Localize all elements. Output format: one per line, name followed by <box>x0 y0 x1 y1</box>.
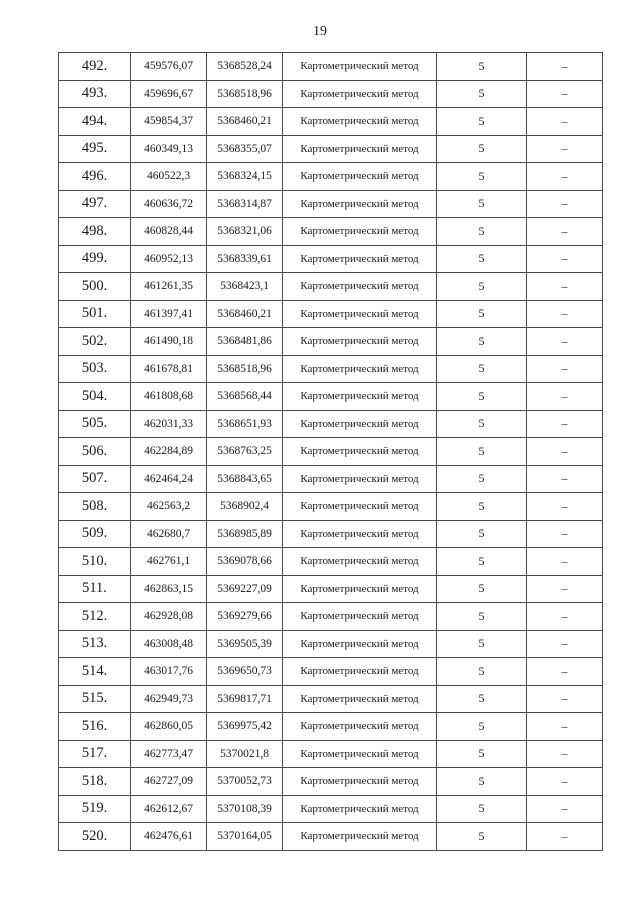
accuracy-cell: 5 <box>437 355 527 383</box>
method-cell: Картометрический метод <box>283 520 437 548</box>
note-cell: – <box>527 823 603 851</box>
y-coordinate-cell: 5368528,24 <box>207 53 283 81</box>
note-cell: – <box>527 190 603 218</box>
point-number-cell: 499. <box>59 245 131 273</box>
x-coordinate-cell: 462863,15 <box>131 575 207 603</box>
accuracy-cell: 5 <box>437 658 527 686</box>
y-coordinate-cell: 5368423,1 <box>207 273 283 301</box>
point-number-cell: 495. <box>59 135 131 163</box>
y-coordinate-cell: 5370021,8 <box>207 740 283 768</box>
y-coordinate-cell: 5370164,05 <box>207 823 283 851</box>
table-row <box>59 410 603 438</box>
table-body <box>59 53 603 851</box>
accuracy-cell: 5 <box>437 163 527 191</box>
note-cell: – <box>527 520 603 548</box>
table-row <box>59 328 603 356</box>
note-cell: – <box>527 355 603 383</box>
x-coordinate-cell: 461490,18 <box>131 328 207 356</box>
y-coordinate-cell: 5368339,61 <box>207 245 283 273</box>
accuracy-cell: 5 <box>437 630 527 658</box>
note-cell: – <box>527 383 603 411</box>
accuracy-cell: 5 <box>437 410 527 438</box>
accuracy-cell: 5 <box>437 713 527 741</box>
table-row <box>59 53 603 81</box>
note-cell: – <box>527 740 603 768</box>
note-cell: – <box>527 135 603 163</box>
method-cell: Картометрический метод <box>283 135 437 163</box>
method-cell: Картометрический метод <box>283 80 437 108</box>
point-number-cell: 513. <box>59 630 131 658</box>
table-row <box>59 713 603 741</box>
y-coordinate-cell: 5368321,06 <box>207 218 283 246</box>
table-row <box>59 795 603 823</box>
point-number-cell: 508. <box>59 493 131 521</box>
y-coordinate-cell: 5368460,21 <box>207 300 283 328</box>
note-cell: – <box>527 795 603 823</box>
accuracy-cell: 5 <box>437 438 527 466</box>
x-coordinate-cell: 461678,81 <box>131 355 207 383</box>
method-cell: Картометрический метод <box>283 795 437 823</box>
point-number-cell: 506. <box>59 438 131 466</box>
y-coordinate-cell: 5368481,86 <box>207 328 283 356</box>
point-number-cell: 503. <box>59 355 131 383</box>
note-cell: – <box>527 80 603 108</box>
accuracy-cell: 5 <box>437 383 527 411</box>
point-number-cell: 516. <box>59 713 131 741</box>
table-row <box>59 218 603 246</box>
method-cell: Картометрический метод <box>283 713 437 741</box>
note-cell: – <box>527 108 603 136</box>
method-cell: Картометрический метод <box>283 383 437 411</box>
point-number-cell: 520. <box>59 823 131 851</box>
note-cell: – <box>527 53 603 81</box>
x-coordinate-cell: 462612,67 <box>131 795 207 823</box>
x-coordinate-cell: 461397,41 <box>131 300 207 328</box>
method-cell: Картометрический метод <box>283 328 437 356</box>
accuracy-cell: 5 <box>437 603 527 631</box>
method-cell: Картометрический метод <box>283 53 437 81</box>
method-cell: Картометрический метод <box>283 685 437 713</box>
note-cell: – <box>527 163 603 191</box>
method-cell: Картометрический метод <box>283 300 437 328</box>
x-coordinate-cell: 459576,07 <box>131 53 207 81</box>
y-coordinate-cell: 5368843,65 <box>207 465 283 493</box>
x-coordinate-cell: 460349,13 <box>131 135 207 163</box>
note-cell: – <box>527 658 603 686</box>
y-coordinate-cell: 5369227,09 <box>207 575 283 603</box>
point-number-cell: 496. <box>59 163 131 191</box>
point-number-cell: 498. <box>59 218 131 246</box>
method-cell: Картометрический метод <box>283 740 437 768</box>
y-coordinate-cell: 5368314,87 <box>207 190 283 218</box>
x-coordinate-cell: 462860,05 <box>131 713 207 741</box>
method-cell: Картометрический метод <box>283 355 437 383</box>
point-number-cell: 502. <box>59 328 131 356</box>
y-coordinate-cell: 5369505,39 <box>207 630 283 658</box>
y-coordinate-cell: 5368518,96 <box>207 355 283 383</box>
accuracy-cell: 5 <box>437 768 527 796</box>
table-row <box>59 383 603 411</box>
method-cell: Картометрический метод <box>283 548 437 576</box>
note-cell: – <box>527 713 603 741</box>
point-number-cell: 512. <box>59 603 131 631</box>
point-number-cell: 509. <box>59 520 131 548</box>
accuracy-cell: 5 <box>437 575 527 603</box>
point-number-cell: 497. <box>59 190 131 218</box>
note-cell: – <box>527 575 603 603</box>
x-coordinate-cell: 462284,89 <box>131 438 207 466</box>
method-cell: Картометрический метод <box>283 465 437 493</box>
accuracy-cell: 5 <box>437 300 527 328</box>
table-row <box>59 300 603 328</box>
point-number-cell: 510. <box>59 548 131 576</box>
method-cell: Картометрический метод <box>283 190 437 218</box>
table-row <box>59 108 603 136</box>
note-cell: – <box>527 438 603 466</box>
table-row <box>59 245 603 273</box>
note-cell: – <box>527 493 603 521</box>
x-coordinate-cell: 460828,44 <box>131 218 207 246</box>
point-number-cell: 515. <box>59 685 131 713</box>
x-coordinate-cell: 461808,68 <box>131 383 207 411</box>
point-number-cell: 517. <box>59 740 131 768</box>
table-row <box>59 685 603 713</box>
x-coordinate-cell: 460636,72 <box>131 190 207 218</box>
table-row <box>59 603 603 631</box>
table-row <box>59 80 603 108</box>
method-cell: Картометрический метод <box>283 575 437 603</box>
x-coordinate-cell: 459854,37 <box>131 108 207 136</box>
point-number-cell: 504. <box>59 383 131 411</box>
accuracy-cell: 5 <box>437 795 527 823</box>
x-coordinate-cell: 462464,24 <box>131 465 207 493</box>
y-coordinate-cell: 5368460,21 <box>207 108 283 136</box>
accuracy-cell: 5 <box>437 80 527 108</box>
table-row <box>59 273 603 301</box>
coordinates-table <box>58 52 603 851</box>
accuracy-cell: 5 <box>437 218 527 246</box>
x-coordinate-cell: 462928,08 <box>131 603 207 631</box>
note-cell: – <box>527 273 603 301</box>
x-coordinate-cell: 461261,35 <box>131 273 207 301</box>
accuracy-cell: 5 <box>437 135 527 163</box>
x-coordinate-cell: 462773,47 <box>131 740 207 768</box>
point-number-cell: 519. <box>59 795 131 823</box>
y-coordinate-cell: 5368651,93 <box>207 410 283 438</box>
table-row <box>59 823 603 851</box>
accuracy-cell: 5 <box>437 740 527 768</box>
x-coordinate-cell: 462476,61 <box>131 823 207 851</box>
x-coordinate-cell: 462563,2 <box>131 493 207 521</box>
table-row <box>59 575 603 603</box>
y-coordinate-cell: 5369817,71 <box>207 685 283 713</box>
method-cell: Картометрический метод <box>283 630 437 658</box>
point-number-cell: 505. <box>59 410 131 438</box>
point-number-cell: 514. <box>59 658 131 686</box>
accuracy-cell: 5 <box>437 685 527 713</box>
x-coordinate-cell: 462761,1 <box>131 548 207 576</box>
point-number-cell: 500. <box>59 273 131 301</box>
accuracy-cell: 5 <box>437 520 527 548</box>
x-coordinate-cell: 460522,3 <box>131 163 207 191</box>
y-coordinate-cell: 5368985,89 <box>207 520 283 548</box>
y-coordinate-cell: 5368902,4 <box>207 493 283 521</box>
accuracy-cell: 5 <box>437 493 527 521</box>
y-coordinate-cell: 5369975,42 <box>207 713 283 741</box>
table-row <box>59 520 603 548</box>
point-number-cell: 501. <box>59 300 131 328</box>
y-coordinate-cell: 5368763,25 <box>207 438 283 466</box>
table-row <box>59 740 603 768</box>
accuracy-cell: 5 <box>437 53 527 81</box>
accuracy-cell: 5 <box>437 273 527 301</box>
y-coordinate-cell: 5368324,15 <box>207 163 283 191</box>
note-cell: – <box>527 603 603 631</box>
point-number-cell: 494. <box>59 108 131 136</box>
x-coordinate-cell: 462727,09 <box>131 768 207 796</box>
note-cell: – <box>527 630 603 658</box>
accuracy-cell: 5 <box>437 465 527 493</box>
table-row <box>59 163 603 191</box>
x-coordinate-cell: 462031,33 <box>131 410 207 438</box>
point-number-cell: 511. <box>59 575 131 603</box>
x-coordinate-cell: 462949,73 <box>131 685 207 713</box>
note-cell: – <box>527 300 603 328</box>
y-coordinate-cell: 5370108,39 <box>207 795 283 823</box>
table-row <box>59 768 603 796</box>
accuracy-cell: 5 <box>437 823 527 851</box>
x-coordinate-cell: 460952,13 <box>131 245 207 273</box>
method-cell: Картометрический метод <box>283 410 437 438</box>
method-cell: Картометрический метод <box>283 245 437 273</box>
x-coordinate-cell: 462680,7 <box>131 520 207 548</box>
x-coordinate-cell: 459696,67 <box>131 80 207 108</box>
method-cell: Картометрический метод <box>283 493 437 521</box>
note-cell: – <box>527 410 603 438</box>
method-cell: Картометрический метод <box>283 658 437 686</box>
method-cell: Картометрический метод <box>283 438 437 466</box>
note-cell: – <box>527 685 603 713</box>
y-coordinate-cell: 5369650,73 <box>207 658 283 686</box>
table-row <box>59 135 603 163</box>
y-coordinate-cell: 5369078,66 <box>207 548 283 576</box>
method-cell: Картометрический метод <box>283 768 437 796</box>
method-cell: Картометрический метод <box>283 163 437 191</box>
x-coordinate-cell: 463017,76 <box>131 658 207 686</box>
accuracy-cell: 5 <box>437 108 527 136</box>
y-coordinate-cell: 5370052,73 <box>207 768 283 796</box>
method-cell: Картометрический метод <box>283 218 437 246</box>
point-number-cell: 518. <box>59 768 131 796</box>
note-cell: – <box>527 245 603 273</box>
table-row <box>59 630 603 658</box>
table-row <box>59 190 603 218</box>
y-coordinate-cell: 5368518,96 <box>207 80 283 108</box>
page-number: 19 <box>313 24 327 39</box>
x-coordinate-cell: 463008,48 <box>131 630 207 658</box>
accuracy-cell: 5 <box>437 245 527 273</box>
y-coordinate-cell: 5369279,66 <box>207 603 283 631</box>
y-coordinate-cell: 5368568,44 <box>207 383 283 411</box>
note-cell: – <box>527 548 603 576</box>
accuracy-cell: 5 <box>437 190 527 218</box>
note-cell: – <box>527 768 603 796</box>
table-row <box>59 355 603 383</box>
y-coordinate-cell: 5368355,07 <box>207 135 283 163</box>
point-number-cell: 507. <box>59 465 131 493</box>
note-cell: – <box>527 328 603 356</box>
table-row <box>59 465 603 493</box>
table-row <box>59 493 603 521</box>
method-cell: Картометрический метод <box>283 108 437 136</box>
table-row <box>59 548 603 576</box>
accuracy-cell: 5 <box>437 328 527 356</box>
method-cell: Картометрический метод <box>283 823 437 851</box>
method-cell: Картометрический метод <box>283 273 437 301</box>
note-cell: – <box>527 218 603 246</box>
point-number-cell: 492. <box>59 53 131 81</box>
accuracy-cell: 5 <box>437 548 527 576</box>
method-cell: Картометрический метод <box>283 603 437 631</box>
table-row <box>59 658 603 686</box>
point-number-cell: 493. <box>59 80 131 108</box>
table-row <box>59 438 603 466</box>
note-cell: – <box>527 465 603 493</box>
